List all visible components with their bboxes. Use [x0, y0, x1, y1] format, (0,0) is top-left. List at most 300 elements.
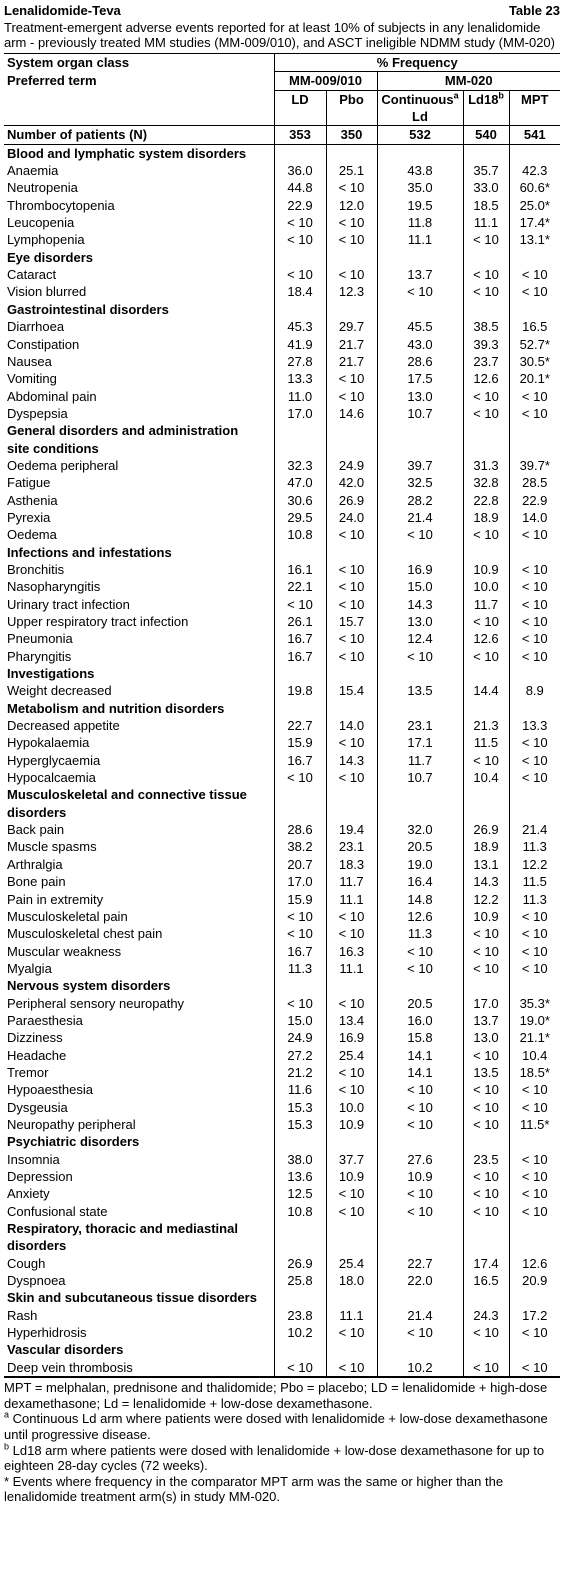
frequency-cell: < 10 — [377, 960, 463, 977]
table-row — [4, 908, 560, 925]
frequency-cell: 12.2 — [509, 856, 560, 873]
frequency-cell: 32.5 — [377, 474, 463, 491]
frequency-cell: < 10 — [274, 1359, 326, 1377]
frequency-cell: 26.9 — [326, 492, 377, 509]
frequency-cell: 43.8 — [377, 162, 463, 179]
frequency-cell: 19.0* — [509, 1012, 560, 1029]
table-row — [4, 388, 560, 405]
frequency-cell: < 10 — [326, 596, 377, 613]
frequency-cell: 18.5 — [463, 197, 509, 214]
footnote-a: $^a$ Continuous Ld arm where patients were dosed with lenalidomide + low-dose dexamethasone until progressive disease. — [4, 1409, 548, 1442]
category-row — [4, 786, 560, 803]
category-row — [4, 1133, 560, 1150]
preferred-term: Thrombocytopenia — [7, 197, 115, 213]
frequency-cell: 14.6 — [326, 405, 377, 422]
category-row — [4, 422, 560, 439]
frequency-cell: 17.1 — [377, 734, 463, 751]
frequency-cell: 21.2 — [274, 1064, 326, 1081]
frequency-cell: < 10 — [463, 1116, 509, 1133]
frequency-cell: < 10 — [463, 1168, 509, 1185]
frequency-cell: 22.7 — [274, 717, 326, 734]
category-row — [4, 301, 560, 318]
frequency-cell: 12.6 — [463, 630, 509, 647]
frequency-cell: 11.6 — [274, 1081, 326, 1098]
frequency-cell: 12.6 — [509, 1255, 560, 1272]
frequency-cell: 13.5 — [463, 1064, 509, 1081]
frequency-cell: < 10 — [326, 214, 377, 231]
table-row — [4, 752, 560, 769]
preferred-term: Musculoskeletal pain — [7, 908, 128, 924]
frequency-cell: 16.7 — [274, 752, 326, 769]
preferred-term: Bronchitis — [7, 561, 65, 577]
frequency-cell: < 10 — [377, 1185, 463, 1202]
frequency-cell: 42.3 — [509, 162, 560, 179]
frequency-cell: < 10 — [326, 1185, 377, 1202]
frequency-cell: < 10 — [509, 561, 560, 578]
preferred-term: Myalgia — [7, 960, 52, 976]
frequency-cell: < 10 — [326, 925, 377, 942]
frequency-cell: < 10 — [326, 734, 377, 751]
document-header — [4, 3, 560, 19]
frequency-cell: 8.9 — [509, 682, 560, 699]
frequency-cell: 10.9 — [463, 561, 509, 578]
table-row — [4, 613, 560, 630]
frequency-cell: 18.9 — [463, 509, 509, 526]
frequency-cell: 11.7 — [326, 873, 377, 890]
frequency-cell: 15.9 — [274, 734, 326, 751]
frequency-cell: 20.1* — [509, 370, 560, 387]
preferred-term: Paraesthesia — [7, 1012, 83, 1028]
frequency-header: % Frequency — [274, 54, 560, 72]
frequency-cell: < 10 — [463, 283, 509, 300]
frequency-cell: 15.9 — [274, 891, 326, 908]
frequency-cell: 25.4 — [326, 1255, 377, 1272]
frequency-cell: < 10 — [377, 526, 463, 543]
frequency-cell: 11.3 — [274, 960, 326, 977]
frequency-cell: 10.4 — [463, 769, 509, 786]
frequency-cell: 15.4 — [326, 682, 377, 699]
frequency-cell: 15.8 — [377, 1029, 463, 1046]
frequency-cell: 10.4 — [509, 1047, 560, 1064]
frequency-cell: 35.7 — [463, 162, 509, 179]
frequency-cell: 21.3 — [463, 717, 509, 734]
frequency-cell: 17.4* — [509, 214, 560, 231]
frequency-cell: 11.7 — [463, 596, 509, 613]
frequency-cell: < 10 — [509, 283, 560, 300]
frequency-cell: < 10 — [377, 1324, 463, 1341]
frequency-cell: 22.9 — [509, 492, 560, 509]
study-mm020-header: MM-020 — [377, 72, 560, 90]
table-row — [4, 492, 560, 509]
category-row — [4, 1289, 560, 1306]
category-label: Eye disorders — [7, 249, 93, 265]
frequency-cell: 22.0 — [377, 1272, 463, 1289]
table-row — [4, 630, 560, 647]
frequency-cell: 23.8 — [274, 1307, 326, 1324]
frequency-cell: 14.1 — [377, 1047, 463, 1064]
table-row — [4, 1116, 560, 1133]
preferred-term: Decreased appetite — [7, 718, 120, 734]
frequency-cell: 16.7 — [274, 943, 326, 960]
frequency-cell: 13.4 — [326, 1012, 377, 1029]
frequency-cell: 13.6 — [274, 1168, 326, 1185]
footnote-star: * Events where frequency in the comparator MPT arm was the same or higher than the lenalidomide treatment arm(s) in study MM-020. — [4, 1473, 504, 1505]
frequency-cell: 60.6* — [509, 179, 560, 196]
frequency-cell: < 10 — [509, 405, 560, 422]
table-row — [4, 1203, 560, 1220]
col-continuous-header-line2: Ld — [377, 108, 463, 126]
frequency-cell: < 10 — [326, 578, 377, 595]
preferred-term: Dyspnoea — [7, 1273, 66, 1289]
table-row — [4, 1168, 560, 1185]
frequency-cell: 16.5 — [509, 318, 560, 335]
frequency-cell: < 10 — [274, 925, 326, 942]
frequency-cell: < 10 — [274, 266, 326, 283]
frequency-cell: 12.2 — [463, 891, 509, 908]
abbreviations-note: MPT = melphalan, prednisone and thalidomide; Pbo = placebo; LD = lenalidomide + high-dose dexamethasone; Ld = lenalidomide + low-dose dexamethasone. — [4, 1380, 548, 1411]
frequency-cell: < 10 — [509, 734, 560, 751]
frequency-cell: 33.0 — [463, 179, 509, 196]
frequency-cell: < 10 — [326, 388, 377, 405]
table-row — [4, 682, 560, 699]
preferred-term: Fatigue — [7, 475, 51, 491]
frequency-cell: 10.2 — [377, 1359, 463, 1377]
frequency-cell: 12.5 — [274, 1185, 326, 1202]
category-row — [4, 544, 560, 561]
frequency-cell: 23.1 — [377, 717, 463, 734]
table-row — [4, 370, 560, 387]
frequency-cell: < 10 — [509, 1185, 560, 1202]
frequency-cell: < 10 — [463, 1359, 509, 1377]
frequency-cell: 44.8 — [274, 179, 326, 196]
frequency-cell: 17.5 — [377, 370, 463, 387]
category-row — [4, 144, 560, 162]
preferred-term: Bone pain — [7, 874, 66, 890]
preferred-term: Musculoskeletal chest pain — [7, 926, 163, 942]
frequency-cell: < 10 — [509, 1203, 560, 1220]
preferred-term: Muscle spasms — [7, 839, 97, 855]
table-body — [4, 126, 560, 1377]
preferred-term: Oedema peripheral — [7, 457, 119, 473]
frequency-cell: 11.5 — [509, 873, 560, 890]
frequency-cell: < 10 — [377, 1081, 463, 1098]
frequency-cell: 10.9 — [463, 908, 509, 925]
table-row — [4, 734, 560, 751]
table-row — [4, 648, 560, 665]
frequency-cell: 13.0 — [377, 388, 463, 405]
preferred-term: Diarrhoea — [7, 319, 65, 335]
preferred-term: Neuropathy peripheral — [7, 1116, 136, 1132]
frequency-cell: 26.9 — [274, 1255, 326, 1272]
frequency-cell: 21.7 — [326, 336, 377, 353]
frequency-cell: < 10 — [326, 231, 377, 248]
frequency-cell: 19.5 — [377, 197, 463, 214]
preferred-term: Vision blurred — [7, 284, 87, 300]
frequency-cell: 14.0 — [509, 509, 560, 526]
frequency-cell: < 10 — [509, 1168, 560, 1185]
table-row — [4, 1324, 560, 1341]
frequency-cell: 32.0 — [377, 821, 463, 838]
preferred-term: Dizziness — [7, 1030, 63, 1046]
frequency-cell: 10.0 — [463, 578, 509, 595]
frequency-cell: 39.7* — [509, 457, 560, 474]
preferred-term: Depression — [7, 1169, 73, 1184]
preferred-term: Confusional state — [7, 1203, 108, 1219]
table-row — [4, 891, 560, 908]
frequency-cell: 17.4 — [463, 1255, 509, 1272]
table-row — [4, 717, 560, 734]
frequency-cell: < 10 — [326, 561, 377, 578]
preferred-term: Peripheral sensory neuropathy — [7, 995, 185, 1011]
frequency-cell: < 10 — [463, 1081, 509, 1098]
category-row — [4, 1237, 560, 1254]
preferred-term: Neutropenia — [7, 180, 78, 196]
preferred-term: Pyrexia — [7, 509, 51, 525]
frequency-cell: 27.6 — [377, 1151, 463, 1168]
frequency-cell: 11.1 — [463, 214, 509, 231]
frequency-cell: 18.4 — [274, 283, 326, 300]
frequency-cell: < 10 — [326, 1081, 377, 1098]
category-row — [4, 440, 560, 457]
frequency-cell: < 10 — [463, 925, 509, 942]
frequency-cell: 29.7 — [326, 318, 377, 335]
category-label: Metabolism and nutrition disorders — [7, 700, 225, 716]
frequency-cell: < 10 — [509, 630, 560, 647]
preferred-term: Anxiety — [7, 1186, 50, 1202]
category-label: Psychiatric disorders — [7, 1134, 140, 1150]
frequency-cell: < 10 — [509, 960, 560, 977]
frequency-cell: 39.3 — [463, 336, 509, 353]
frequency-cell: < 10 — [377, 648, 463, 665]
frequency-cell: 27.8 — [274, 353, 326, 370]
frequency-cell: < 10 — [463, 613, 509, 630]
frequency-cell: 45.3 — [274, 318, 326, 335]
frequency-cell: 15.0 — [377, 578, 463, 595]
table-row — [4, 283, 560, 300]
preferred-term: Hypocalcaemia — [7, 770, 96, 786]
frequency-cell: 17.2 — [509, 1307, 560, 1324]
frequency-cell: < 10 — [509, 578, 560, 595]
frequency-cell: < 10 — [463, 1324, 509, 1341]
table-row — [4, 1151, 560, 1168]
table-row — [4, 509, 560, 526]
table-row — [4, 769, 560, 786]
frequency-cell: 10.7 — [377, 405, 463, 422]
preferred-term: Nausea — [7, 353, 52, 369]
frequency-cell: 14.3 — [463, 873, 509, 890]
frequency-cell: < 10 — [509, 1359, 560, 1377]
frequency-cell: < 10 — [509, 266, 560, 283]
frequency-cell: < 10 — [463, 405, 509, 422]
preferred-term: Headache — [7, 1047, 67, 1063]
table-row — [4, 318, 560, 335]
frequency-cell: 39.7 — [377, 457, 463, 474]
table-row — [4, 838, 560, 855]
frequency-cell: 11.1 — [326, 1307, 377, 1324]
frequency-cell: 35.0 — [377, 179, 463, 196]
category-label: site conditions — [7, 440, 99, 456]
preferred-term: Deep vein thrombosis — [4, 1359, 274, 1377]
category-row — [4, 1341, 560, 1358]
frequency-cell: 22.1 — [274, 578, 326, 595]
frequency-cell: 38.0 — [274, 1151, 326, 1168]
frequency-cell: 35.3* — [509, 995, 560, 1012]
preferred-term: Hypoaesthesia — [7, 1082, 93, 1098]
frequency-cell: < 10 — [463, 752, 509, 769]
category-label: disorders — [7, 1238, 67, 1254]
drug-name: Lenalidomide-Teva — [4, 3, 121, 18]
preferred-term: Weight decreased — [7, 683, 112, 699]
frequency-cell: 20.9 — [509, 1272, 560, 1289]
frequency-cell: < 10 — [509, 1324, 560, 1341]
frequency-cell: 37.7 — [326, 1151, 377, 1168]
table-row — [4, 1012, 560, 1029]
preferred-term: Tremor — [7, 1064, 49, 1080]
frequency-cell: < 10 — [463, 943, 509, 960]
frequency-cell: 26.9 — [463, 821, 509, 838]
frequency-cell: < 10 — [326, 630, 377, 647]
frequency-cell: 21.4 — [509, 821, 560, 838]
frequency-cell: 11.0 — [274, 388, 326, 405]
frequency-cell: 15.7 — [326, 613, 377, 630]
frequency-cell: 20.5 — [377, 838, 463, 855]
frequency-cell: 18.0 — [326, 1272, 377, 1289]
frequency-cell: 18.3 — [326, 856, 377, 873]
frequency-cell: < 10 — [509, 1099, 560, 1116]
table-row — [4, 214, 560, 231]
frequency-cell: 11.1 — [326, 960, 377, 977]
frequency-cell: 14.1 — [377, 1064, 463, 1081]
frequency-cell: 22.8 — [463, 492, 509, 509]
table-row — [4, 960, 560, 977]
frequency-cell: 10.0 — [326, 1099, 377, 1116]
soc-header: System organ class — [4, 54, 274, 72]
table-row — [4, 925, 560, 942]
preferred-term: Upper respiratory tract infection — [7, 614, 189, 629]
preferred-term: Cataract — [7, 267, 57, 283]
frequency-cell: 18.9 — [463, 838, 509, 855]
frequency-cell: 10.9 — [326, 1116, 377, 1133]
frequency-cell: 11.3 — [377, 925, 463, 942]
frequency-cell: 13.1 — [463, 856, 509, 873]
frequency-cell: < 10 — [509, 613, 560, 630]
frequency-cell: 14.8 — [377, 891, 463, 908]
frequency-cell: 21.4 — [377, 509, 463, 526]
category-label: Investigations — [7, 666, 95, 682]
frequency-cell: 10.9 — [326, 1168, 377, 1185]
table-row — [4, 474, 560, 491]
frequency-cell: < 10 — [326, 1324, 377, 1341]
category-label: Blood and lymphatic system disorders — [7, 145, 247, 161]
frequency-cell: < 10 — [509, 752, 560, 769]
frequency-cell: < 10 — [326, 179, 377, 196]
frequency-cell: < 10 — [326, 769, 377, 786]
frequency-cell: 12.0 — [326, 197, 377, 214]
category-label: Vascular disorders — [7, 1342, 124, 1358]
frequency-cell: 16.4 — [377, 873, 463, 890]
frequency-cell: 11.8 — [377, 214, 463, 231]
frequency-cell: < 10 — [274, 908, 326, 925]
frequency-cell: 21.4 — [377, 1307, 463, 1324]
table-row — [4, 179, 560, 196]
frequency-cell: < 10 — [326, 648, 377, 665]
frequency-cell: < 10 — [326, 995, 377, 1012]
frequency-cell: 10.8 — [274, 526, 326, 543]
table-row — [4, 1255, 560, 1272]
frequency-cell: 16.0 — [377, 1012, 463, 1029]
table-row — [4, 526, 560, 543]
frequency-cell: 16.7 — [274, 630, 326, 647]
frequency-cell: < 10 — [509, 526, 560, 543]
frequency-cell: 24.9 — [274, 1029, 326, 1046]
frequency-cell: 17.0 — [274, 873, 326, 890]
frequency-cell: 38.5 — [463, 318, 509, 335]
category-label: disorders — [7, 804, 67, 820]
preferred-term: Back pain — [7, 822, 65, 838]
preferred-term: Anaemia — [7, 163, 59, 179]
number-of-patients-row: Number of patients (N) 353 350 532 540 541 — [4, 126, 560, 144]
preferred-term: Constipation — [7, 336, 80, 352]
frequency-cell: < 10 — [463, 1047, 509, 1064]
frequency-cell: 26.1 — [274, 613, 326, 630]
frequency-cell: < 10 — [326, 908, 377, 925]
frequency-cell: < 10 — [509, 596, 560, 613]
frequency-cell: 18.5* — [509, 1064, 560, 1081]
frequency-cell: 16.9 — [326, 1029, 377, 1046]
category-label: Nervous system disorders — [7, 978, 171, 994]
frequency-cell: 16.3 — [326, 943, 377, 960]
preferred-term: Vomiting — [7, 371, 57, 387]
frequency-cell: 15.0 — [274, 1012, 326, 1029]
category-label: Gastrointestinal disorders — [7, 301, 169, 317]
preferred-term: Leucopenia — [7, 215, 75, 231]
frequency-cell: 16.7 — [274, 648, 326, 665]
frequency-cell: 11.1 — [377, 231, 463, 248]
frequency-cell: 28.2 — [377, 492, 463, 509]
table-row — [4, 231, 560, 248]
preferred-term: Rash — [7, 1307, 38, 1323]
pt-header: Preferred term — [7, 72, 97, 88]
col-ld-header: LD — [274, 90, 326, 126]
frequency-cell: 13.5 — [377, 682, 463, 699]
frequency-cell: 29.5 — [274, 509, 326, 526]
table-row — [4, 856, 560, 873]
frequency-cell: 11.5* — [509, 1116, 560, 1133]
preferred-term: Hyperhidrosis — [7, 1325, 87, 1341]
frequency-cell: 25.1 — [326, 162, 377, 179]
col-pbo-header: Pbo — [326, 90, 377, 126]
category-label: Infections and infestations — [7, 544, 172, 560]
frequency-cell: 12.4 — [377, 630, 463, 647]
frequency-cell: < 10 — [274, 231, 326, 248]
frequency-cell: 12.6 — [377, 908, 463, 925]
frequency-cell: 14.0 — [326, 717, 377, 734]
frequency-cell: < 10 — [274, 214, 326, 231]
frequency-cell: 14.3 — [377, 596, 463, 613]
frequency-cell: 41.9 — [274, 336, 326, 353]
frequency-cell: < 10 — [377, 1116, 463, 1133]
table-row — [4, 995, 560, 1012]
table-row — [4, 1029, 560, 1046]
preferred-term: Dyspepsia — [7, 405, 68, 421]
frequency-cell: < 10 — [463, 231, 509, 248]
frequency-cell: 36.0 — [274, 162, 326, 179]
preferred-term: Urinary tract infection — [7, 596, 130, 612]
frequency-cell: 13.0 — [463, 1029, 509, 1046]
frequency-cell: 28.6 — [274, 821, 326, 838]
category-row — [4, 700, 560, 717]
frequency-cell: 25.4 — [326, 1047, 377, 1064]
